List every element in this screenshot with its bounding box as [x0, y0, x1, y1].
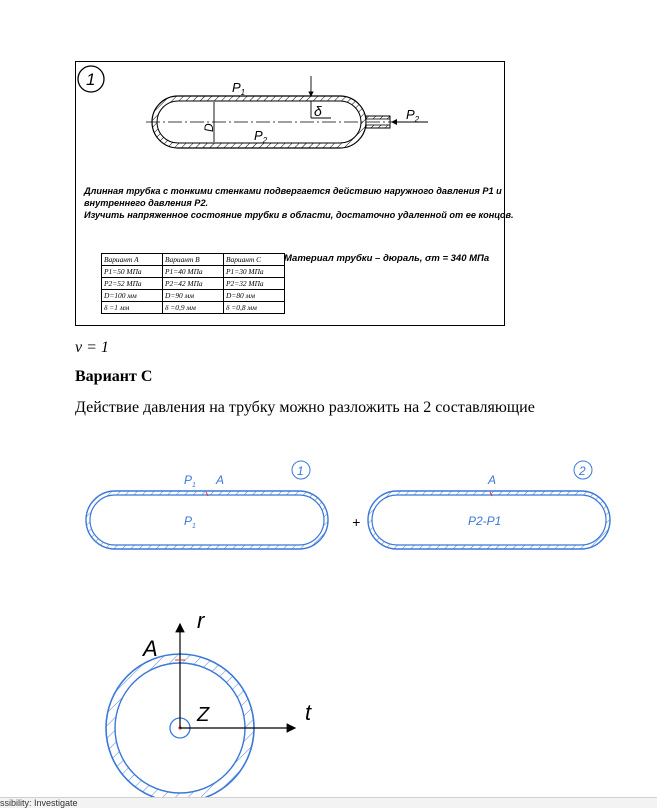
label-p-inner: $P_2$: [254, 128, 268, 145]
table-cell: δ =0,8 мм: [224, 302, 285, 314]
status-bar: ssibility: Investigate: [0, 797, 657, 808]
right-top-a: A: [488, 473, 497, 487]
table-cell: D=100 мм: [102, 290, 163, 302]
table-row: [102, 278, 285, 290]
problem-figure: [75, 61, 514, 326]
left-top-a: A: [216, 473, 225, 487]
left-tube-inner: [90, 495, 324, 545]
cross-section-figure: [105, 600, 335, 797]
figure-number: 1: [86, 70, 96, 89]
decomposition-figure: [80, 455, 620, 560]
label-z: Z: [197, 704, 210, 726]
table-cell: D=80 мм: [224, 290, 285, 302]
table-header-cell: Вариант B: [163, 254, 224, 266]
table-header-cell: Вариант C: [224, 254, 285, 266]
table-cell: P1=40 МПа: [163, 266, 224, 278]
table-cell: P1=50 МПа: [102, 266, 163, 278]
left-top-p: $P_1$: [184, 473, 196, 489]
table-header-cell: Вариант А: [102, 254, 163, 266]
section-heading: Вариант C: [75, 368, 153, 385]
table-cell: P2=42 МПа: [163, 278, 224, 290]
plus-sign: +: [352, 514, 361, 530]
table-cell: δ =0,9 мм: [163, 302, 224, 314]
label-delta: δ: [314, 103, 322, 119]
left-inner-p: $P_1$: [184, 514, 196, 530]
right-number: 2: [579, 464, 586, 478]
label-p1: $P_1$: [232, 80, 246, 97]
label-p2: $P_2$: [406, 107, 420, 124]
material-note: Материал трубки – дюраль, σт = 340 МПа: [284, 253, 490, 264]
table-cell: P1=30 МПа: [224, 266, 285, 278]
label-a: A: [143, 636, 158, 661]
variants-table: [101, 253, 285, 314]
right-inner-label: P2-P1: [468, 514, 502, 528]
body-paragraph: Действие давления на трубку можно разложить на 2 составляющие: [75, 399, 535, 416]
table-row: [102, 266, 285, 278]
table-cell: δ =1 мм: [102, 302, 163, 314]
label-r: r: [197, 608, 205, 633]
nu-equation: ν = 1: [75, 339, 109, 356]
label-d: D: [202, 123, 216, 132]
label-t: t: [305, 700, 312, 725]
table-cell: P2=52 МПа: [102, 278, 163, 290]
problem-text-line-1: Длинная трубка с тонкими стенками подвергается действию наружного давления P1 и: [84, 186, 502, 196]
table-row: [102, 302, 285, 314]
problem-text-line-3: Изучить напряженное состояние трубки в области, достаточно удаленной от ее концов.: [84, 210, 514, 220]
problem-text-line-2: внутреннего давления P2.: [84, 198, 209, 208]
table-row: [102, 290, 285, 302]
table-cell: P2=32 МПа: [224, 278, 285, 290]
left-number: 1: [297, 464, 304, 478]
table-cell: D=90 мм: [163, 290, 224, 302]
table-header-row: [102, 254, 285, 266]
